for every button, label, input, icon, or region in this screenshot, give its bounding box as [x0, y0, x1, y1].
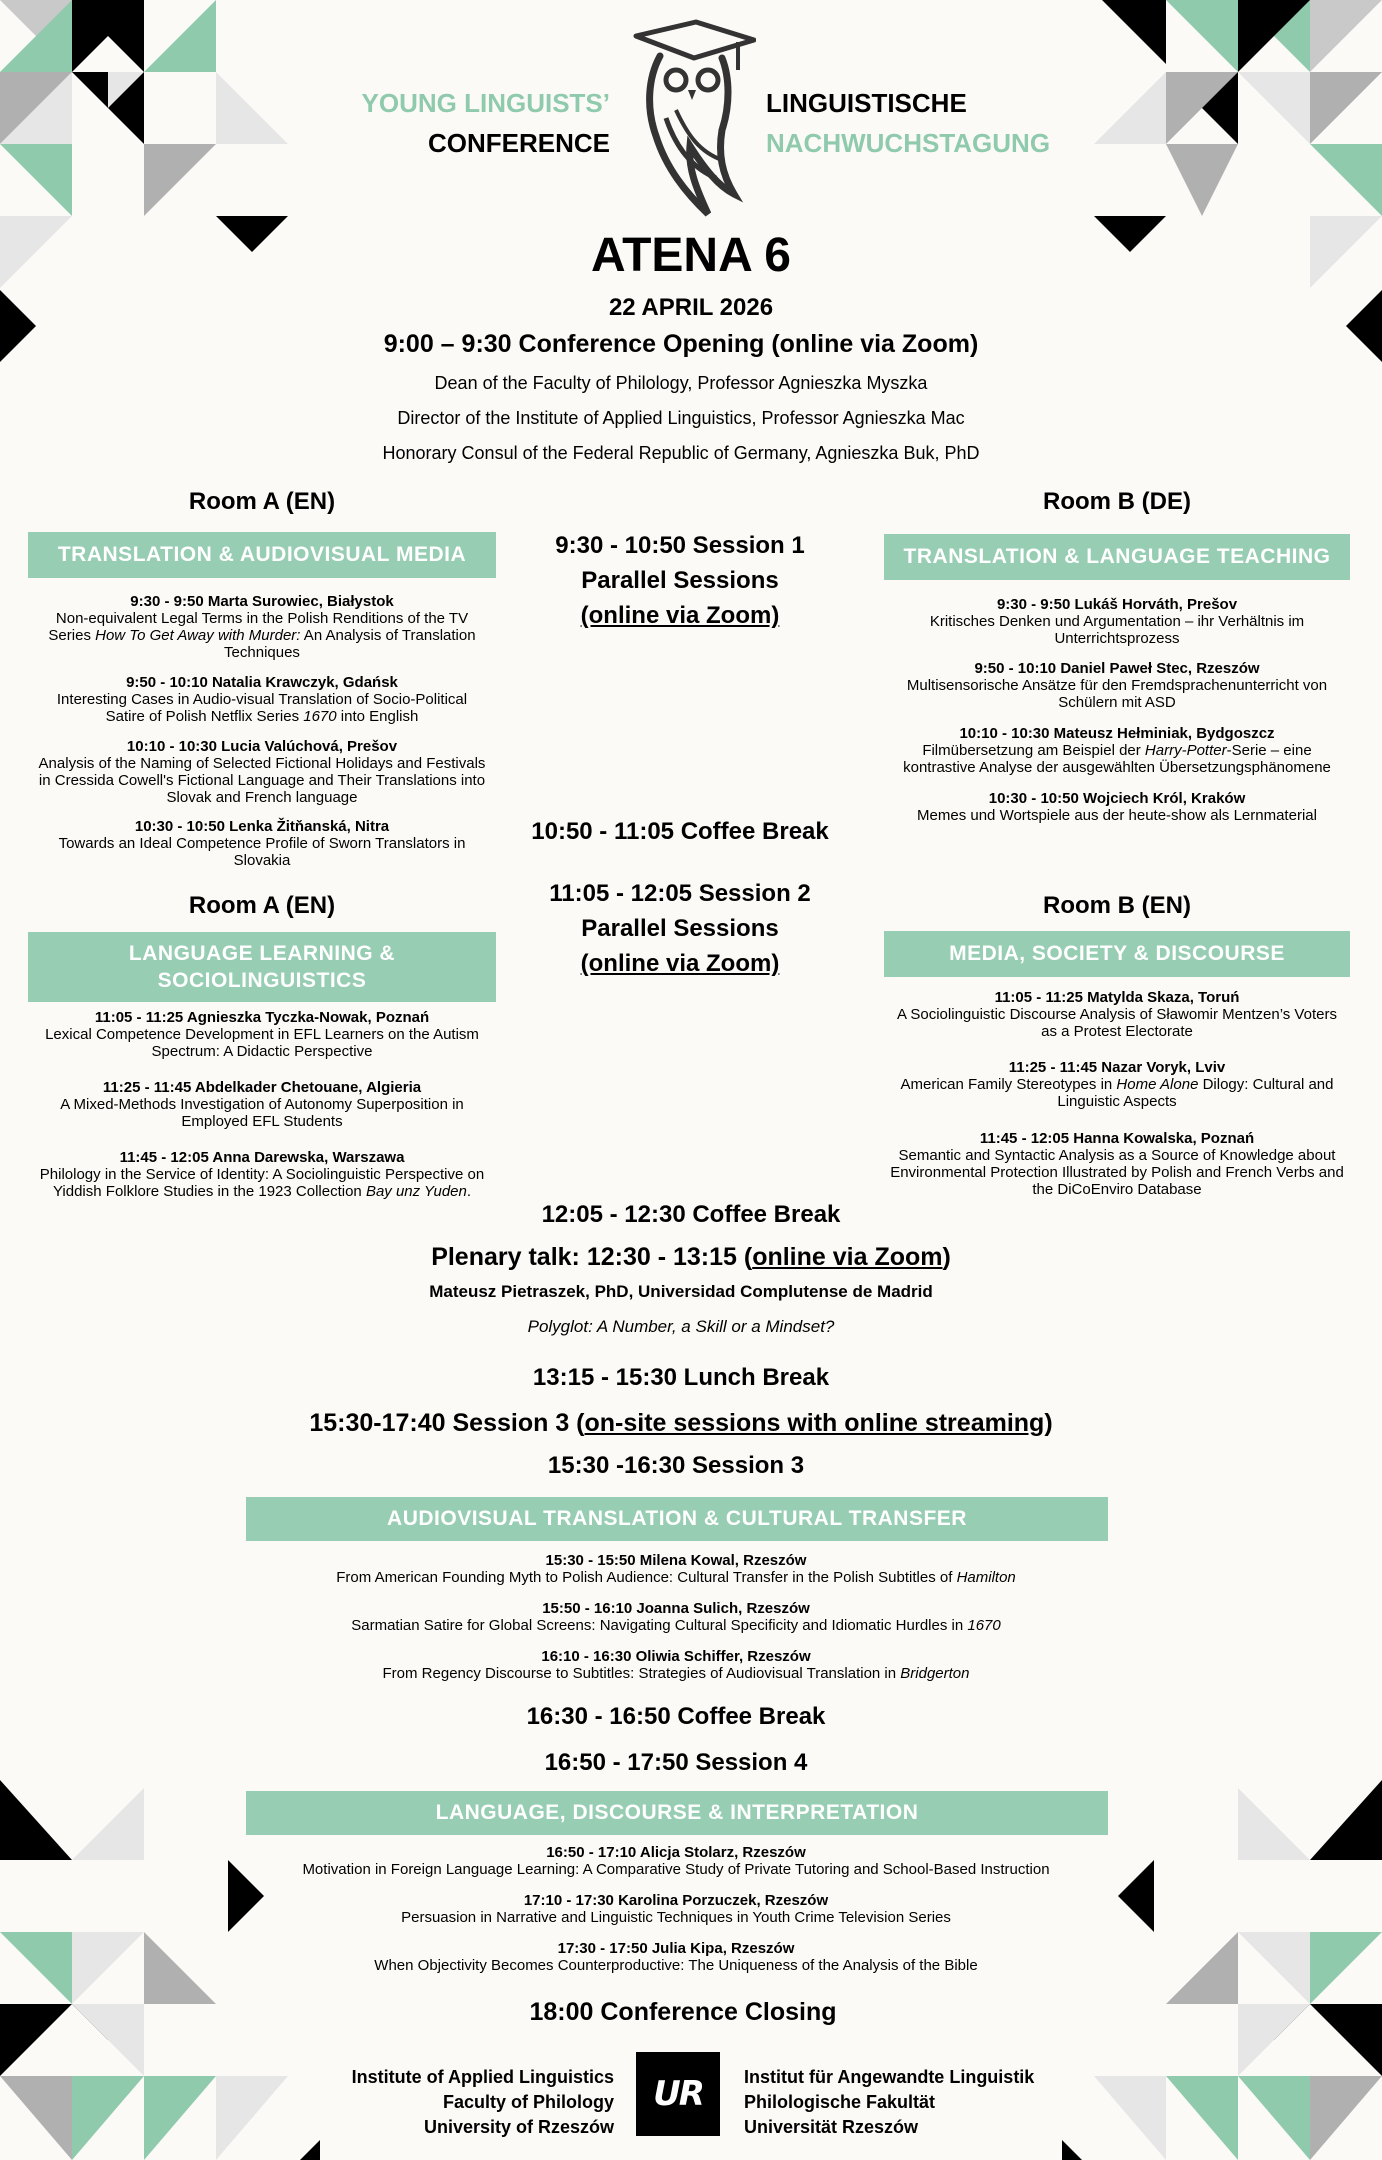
footer-right-institution: Institut für Angewandte Linguistik Philologische Fakultät Universität Rzeszów [744, 2067, 1035, 2137]
talk-item: 11:05 - 11:25 Matylda Skaza, Toruń A Sociolinguistic Discourse Analysis of Sławomir Mentzen’s Voters as a Protest Electorate [897, 989, 1337, 1040]
session1-heading [500, 528, 860, 633]
talk-item: 9:30 - 9:50 Lukáš Horváth, Prešov Kritisches Denken und Argumentation – ihr Verhältnis im Unterrichtsprozess [929, 596, 1305, 647]
session1-zoom-link[interactable]: (online via Zoom) [580, 602, 780, 629]
room-a2-title: Room A (EN) [188, 892, 336, 919]
talk-item: 9:50 - 10:10 Daniel Paweł Stec, Rzeszów Multisensorische Ansätze für den Fremdsprachenunterricht von Schülern mit ASD [906, 660, 1328, 711]
plenary-heading: Plenary talk: 12:30 - 13:15 (online via Zoom) [431, 1243, 951, 1271]
opening-speaker: Director of the Institute of Applied Linguistics, Professor Agnieszka Mac [397, 408, 965, 428]
session4-title: 16:50 - 17:50 Session 4 [544, 1749, 808, 1776]
talk-item: 10:10 - 10:30 Mateusz Hełminiak, Bydgoszcz Filmübersetzung am Beispiel der Harry-Potter-Serie – eine kontrastive Analyse der ausgewählten Übersetzungsphänomene [903, 725, 1331, 776]
plenary-speaker: Mateusz Pietraszek, PhD, Universidad Complutense de Madrid [429, 1282, 933, 1301]
talk-item: 16:50 - 17:10 Alicja Stolarz, Rzeszów Motivation in Foreign Language Learning: A Comparative Study of Private Tutoring and School-Based Instruction [302, 1844, 1050, 1878]
room-b1-panel-banner: TRANSLATION & LANGUAGE TEACHING [884, 534, 1350, 580]
talk-item: 10:10 - 10:30 Lucia Valúchová, Prešov Analysis of the Naming of Selected Fictional Holidays and Festivals in Cressida Cowell's Fictional Language and Their Translations into Slovak and French language [38, 738, 486, 806]
session3-overview: 15:30-17:40 Session 3 (on-site sessions with online streaming) [309, 1409, 1053, 1437]
session1-time: 9:30 - 10:50 Session 1 [555, 532, 805, 559]
opening-speaker: Dean of the Faculty of Philology, Professor Agnieszka Myszka [434, 373, 928, 393]
footer-left-institution: Institute of Applied Linguistics Faculty of Philology University of Rzeszów [351, 2067, 614, 2137]
room-b2-title: Room B (EN) [1043, 892, 1191, 919]
talk-item: 11:25 - 11:45 Abdelkader Chetouane, Algieria A Mixed-Methods Investigation of Autonomy Superposition in Employed EFL Students [60, 1079, 464, 1130]
talk-item: 11:25 - 11:45 Nazar Voryk, Lviv American Family Stereotypes in Home Alone Dilogy: Cultural and Linguistic Aspects [900, 1059, 1334, 1110]
room-a1-title: Room A (EN) [188, 488, 336, 515]
session4-panel-banner: LANGUAGE, DISCOURSE & INTERPRETATION [246, 1791, 1108, 1835]
decoration-top-left [0, 0, 300, 380]
session3-title: 15:30 -16:30 Session 3 [547, 1452, 805, 1479]
conference-date: 22 APRIL 2026 [608, 294, 774, 321]
header-right-line1: LINGUISTISCHE [766, 88, 967, 118]
talk-item: 10:30 - 10:50 Wojciech Król, Kraków Memes und Wortspiele aus der heute-show als Lernmaterial [917, 790, 1317, 824]
talk-item: 10:30 - 10:50 Lenka Žitňanská, Nitra Towards an Ideal Competence Profile of Sworn Translators in Slovakia [58, 818, 466, 869]
talk-item: 9:30 - 9:50 Marta Surowiec, Białystok Non-equivalent Legal Terms in the Polish Renditions of the TV Series How To Get Away with Murder: An Analysis of Translation Techniques [48, 593, 476, 661]
talk-item: 11:45 - 12:05 Hanna Kowalska, Poznań Semantic and Syntactic Analysis as a Source of Knowledge about Environmental Protection Illustrated by Polish and French Verbs and the DiCoEnviro Database [890, 1130, 1344, 1198]
decoration-top-right [1002, 0, 1382, 380]
room-a2-panel-banner: LANGUAGE LEARNING & SOCIOLINGUISTICS [28, 932, 496, 1002]
coffee-break-3: 16:30 - 16:50 Coffee Break [526, 1703, 826, 1730]
opening-speaker: Honorary Consul of the Federal Republic of Germany, Agnieszka Buk, PhD [382, 443, 980, 463]
header-left-line1: YOUNG LINGUISTS’ [361, 88, 610, 118]
room-b1-title: Room B (DE) [1043, 488, 1191, 515]
plenary-zoom-link[interactable]: online via Zoom [752, 1243, 943, 1271]
plenary-title: Polyglot: A Number, a Skill or a Mindset? [527, 1317, 835, 1336]
talk-item: 11:45 - 12:05 Anna Darewska, Warszawa Philology in the Service of Identity: A Sociolinguistic Perspective on Yiddish Folklore Studies in the 1923 Collection Bay unz Yuden. [39, 1149, 485, 1200]
streaming-link[interactable]: on-site sessions with online streaming [584, 1409, 1045, 1437]
talk-item: 16:10 - 16:30 Oliwia Schiffer, Rzeszów From Regency Discourse to Subtitles: Strategies of Audiovisual Translation in Bridgerton [382, 1648, 970, 1682]
university-logo [636, 2052, 720, 2136]
university-logo-text: UR [653, 2074, 703, 2114]
talk-item: 9:50 - 10:10 Natalia Krawczyk, Gdańsk Interesting Cases in Audio-visual Translation of Socio-Political Satire of Polish Netflix Series 1670 into English [56, 674, 468, 725]
conference-title: ATENA 6 [590, 229, 791, 282]
owl-logo-icon [626, 18, 756, 223]
talk-item: 15:30 - 15:50 Milena Kowal, Rzeszów From American Founding Myth to Polish Audience: Cultural Transfer in the Polish Subtitles of Hamilton [336, 1552, 1016, 1586]
room-b2-panel-banner: MEDIA, SOCIETY & DISCOURSE [884, 931, 1350, 977]
session2-time: 11:05 - 12:05 Session 2 [549, 880, 811, 907]
coffee-break-1: 10:50 - 11:05 Coffee Break [531, 818, 829, 845]
session1-subtitle: Parallel Sessions [581, 567, 779, 594]
header-right-line2: NACHWUCHSTAGUNG [766, 128, 1051, 158]
coffee-break-2: 12:05 - 12:30 Coffee Break [541, 1201, 841, 1228]
opening-heading: 9:00 – 9:30 Conference Opening (online via Zoom) [383, 330, 979, 358]
lunch-break: 13:15 - 15:30 Lunch Break [532, 1364, 830, 1391]
session3-panel-banner: AUDIOVISUAL TRANSLATION & CULTURAL TRANSFER [246, 1497, 1108, 1541]
session2-zoom-link[interactable]: (online via Zoom) [580, 950, 780, 977]
conference-closing: 18:00 Conference Closing [529, 1998, 837, 2026]
talk-item: 17:30 - 17:50 Julia Kipa, Rzeszów When Objectivity Becomes Counterproductive: The Uniqueness of the Analysis of the Bible [374, 1940, 978, 1974]
room-a1-panel-banner: TRANSLATION & AUDIOVISUAL MEDIA [28, 532, 496, 578]
talk-item: 17:10 - 17:30 Karolina Porzuczek, Rzeszów Persuasion in Narrative and Linguistic Techniques in Youth Crime Television Series [401, 1892, 951, 1926]
session2-heading [500, 876, 860, 981]
talk-item: 15:50 - 16:10 Joanna Sulich, Rzeszów Sarmatian Satire for Global Screens: Navigating Cultural Specificity and Idiomatic Hurdles in 1670 [351, 1600, 1001, 1634]
session2-subtitle: Parallel Sessions [581, 915, 779, 942]
header-left-line2: CONFERENCE [427, 128, 610, 158]
talk-item: 11:05 - 11:25 Agnieszka Tyczka-Nowak, Poznań Lexical Competence Development in EFL Learners on the Autism Spectrum: A Didactic Perspective [45, 1009, 479, 1060]
